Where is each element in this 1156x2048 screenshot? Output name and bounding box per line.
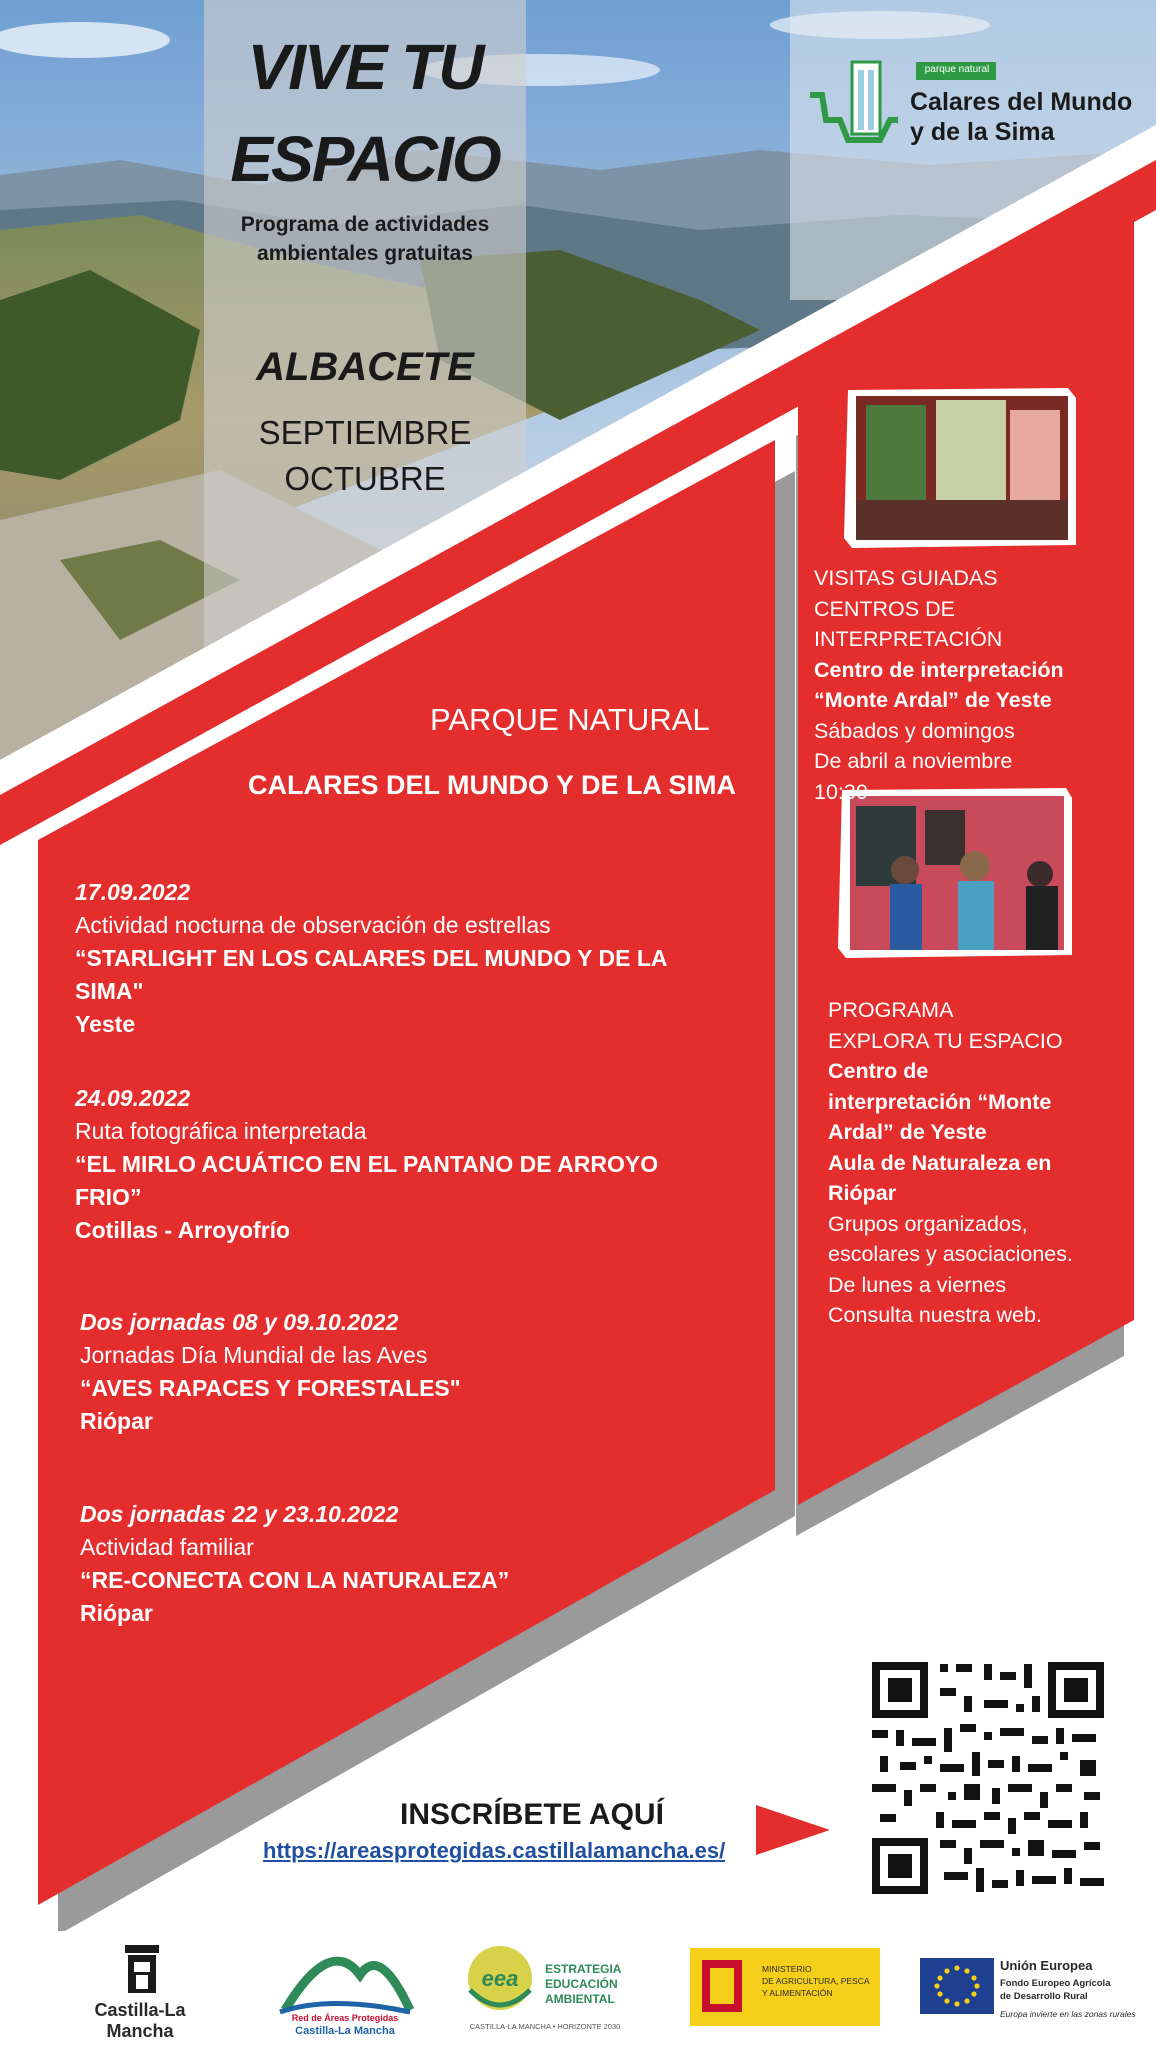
eea-footer: CASTILLA-LA MANCHA • HORIZONTE 2030: [469, 2022, 621, 2031]
event-type: Jornadas Día Mundial de las Aves: [80, 1342, 428, 1368]
eea-short: eea: [481, 1966, 519, 1991]
union-europea-flag-icon: [920, 1958, 994, 2014]
signup-link[interactable]: https://areasprotegidas.castillalamancha.es/: [263, 1838, 726, 1863]
event-date: Dos jornadas 08 y 09.10.2022: [80, 1309, 399, 1335]
event-1: [75, 876, 715, 1041]
eu-title: Unión Europea: [1000, 1958, 1093, 1973]
event-date: Dos jornadas 22 y 23.10.2022: [80, 1501, 399, 1527]
guided-visits: [814, 563, 1144, 807]
eea-line-3: AMBIENTAL: [545, 1992, 615, 2006]
event-name: “EL MIRLO ACUÁTICO EN EL PANTANO DE ARROYO FRIO”: [75, 1151, 659, 1210]
event-place: Cotillas - Arroyofrío: [75, 1217, 291, 1243]
ministerio-line-1: MINISTERIO: [762, 1964, 812, 1974]
eu-line-2: de Desarrollo Rural: [1000, 1991, 1088, 2002]
ministerio-line-3: Y ALIMENTACIÓN: [762, 1988, 833, 1998]
event-date: 24.09.2022: [75, 1085, 191, 1111]
park-name: CALARES DEL MUNDO Y DE LA SIMA: [248, 770, 737, 800]
event-name: “STARLIGHT EN LOS CALARES DEL MUNDO Y DE LA SIMA": [75, 945, 667, 1004]
park-label: PARQUE NATURAL: [430, 702, 710, 737]
visits-line-2: CENTROS DE INTERPRETACIÓN: [814, 596, 1003, 651]
event-place: Yeste: [75, 1011, 136, 1037]
red-areas-protegidas-logo: [280, 1961, 410, 2012]
visits-line-3: Centro de interpretación: [814, 657, 1064, 682]
interpretation-center-photo: [844, 388, 1076, 548]
program-bold-line: interpretación “Monte: [828, 1089, 1052, 1114]
program-bold-line: Centro de: [828, 1059, 929, 1083]
event-type: Actividad nocturna de observación de estrellas: [75, 912, 551, 938]
ministerio-line-2: DE AGRICULTURA, PESCA: [762, 1976, 870, 1986]
event-type: Ruta fotográfica interpretada: [75, 1118, 367, 1144]
visits-line-1: VISITAS GUIADAS: [814, 566, 998, 590]
visits-line-7: 10:30: [814, 779, 868, 804]
eu-line-1: Fondo Europeo Agrícola: [1000, 1978, 1111, 1989]
event-4: [80, 1498, 700, 1630]
eea-line-2: EDUCACIÓN: [545, 1977, 618, 1991]
month-1: SEPTIEMBRE: [258, 414, 472, 451]
program-line: PROGRAMA: [828, 998, 954, 1022]
program-bold-line: Aula de Naturaleza en: [828, 1150, 1052, 1175]
event-place: Riópar: [80, 1600, 153, 1626]
event-date: 17.09.2022: [75, 879, 191, 905]
park-logo-name-1: Calares del Mundo: [910, 88, 1133, 116]
eea-line-1: ESTRATEGIA: [545, 1962, 622, 1976]
program-info-line: Grupos organizados,: [828, 1211, 1028, 1236]
event-2: [75, 1082, 695, 1247]
event-type: Actividad familiar: [80, 1534, 254, 1560]
red-areas-line-2: Castilla-La Mancha: [295, 2025, 395, 2037]
ministerio-logo: [690, 1948, 880, 2026]
program-info-line: escolares y asociaciones.: [828, 1242, 1073, 1266]
arrow-icon: [756, 1805, 830, 1855]
program-info-line: Consulta nuestra web.: [828, 1303, 1042, 1327]
subtitle-line-2: ambientales gratuitas: [257, 242, 473, 265]
program-bold-line: Ardal” de Yeste: [828, 1120, 987, 1144]
park-logo-tag: parque natural: [924, 64, 990, 75]
park-logo-name-2: y de la Sima: [910, 118, 1055, 146]
eu-line-3: Europa invierte en las zonas rurales: [1000, 2009, 1136, 2019]
explora-program: [828, 995, 1138, 1331]
visits-line-6: De abril a noviembre: [814, 749, 1013, 773]
event-place: Riópar: [80, 1408, 153, 1434]
program-bold-line: Riópar: [828, 1181, 897, 1205]
visitors-photo: [838, 788, 1072, 958]
event-name: “AVES RAPACES Y FORESTALES": [80, 1375, 461, 1401]
visits-line-4: “Monte Ardal” de Yeste: [814, 688, 1052, 712]
castilla-la-mancha-crest-icon: [125, 1945, 159, 1993]
clm-label: Castilla-La Mancha: [94, 2000, 186, 2041]
program-line: EXPLORA TU ESPACIO: [828, 1028, 1063, 1053]
program-info-line: De lunes a viernes: [828, 1272, 1007, 1297]
title-line-2: ESPACIO: [230, 123, 500, 195]
signup-label: INSCRÍBETE AQUÍ: [400, 1798, 664, 1831]
event-name: “RE-CONECTA CON LA NATURALEZA”: [80, 1567, 510, 1593]
event-3: [80, 1306, 700, 1438]
qr-code: [870, 1660, 1106, 1896]
visits-line-5: Sábados y domingos: [814, 718, 1015, 743]
title-line-1: VIVE TU: [247, 31, 483, 103]
red-areas-line-1: Red de Áreas Protegidas: [291, 2013, 399, 2023]
month-2: OCTUBRE: [284, 460, 446, 497]
subtitle-line-1: Programa de actividades: [240, 213, 490, 236]
province-label: ALBACETE: [256, 345, 474, 389]
